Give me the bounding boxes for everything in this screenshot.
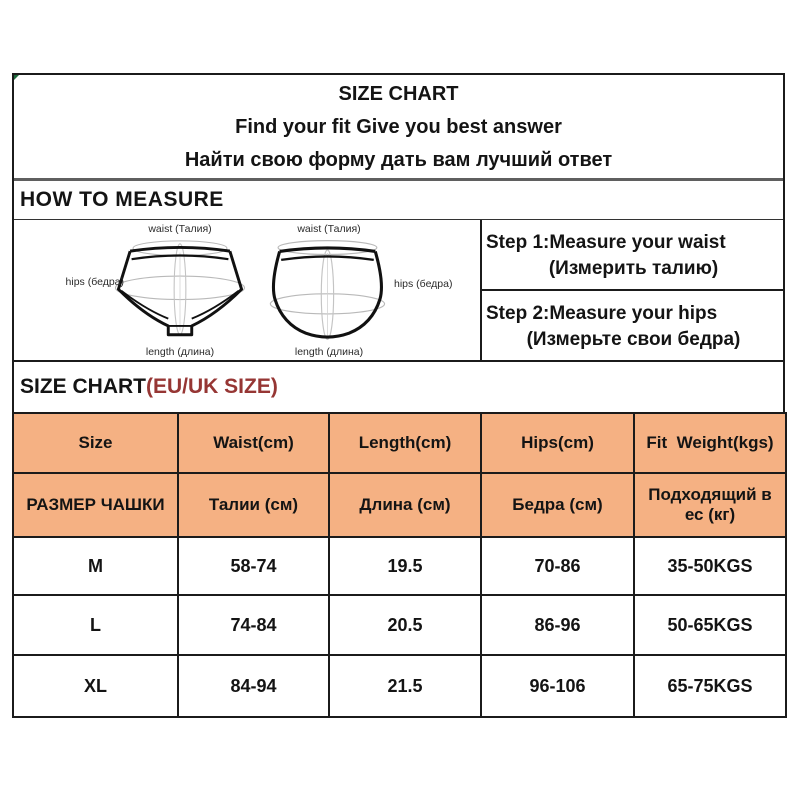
step-1-title: Step 1:Measure your waist bbox=[486, 231, 726, 253]
back-hips-label: hips (бедра) bbox=[394, 278, 453, 290]
title-block bbox=[14, 75, 783, 181]
weight-cell: 65-75KGS bbox=[634, 655, 786, 717]
size-cell: M bbox=[13, 537, 178, 595]
size-table-wrap bbox=[12, 412, 785, 718]
hips-cell: 86-96 bbox=[481, 595, 634, 655]
step-2 bbox=[482, 291, 783, 360]
table-header-row-ru bbox=[13, 473, 786, 537]
length-cell: 19.5 bbox=[329, 537, 481, 595]
column-header: Size bbox=[13, 413, 178, 473]
page-title: SIZE CHART bbox=[338, 83, 459, 105]
outer-frame bbox=[12, 73, 785, 412]
step-2-title: Step 2:Measure your hips bbox=[486, 302, 718, 324]
back-waist-label: waist (Талия) bbox=[297, 223, 361, 235]
length-cell: 20.5 bbox=[329, 595, 481, 655]
measure-steps bbox=[480, 220, 783, 360]
column-header: РАЗМЕР ЧАШКИ bbox=[13, 473, 178, 537]
size-chart-title-red: (EU/UK SIZE) bbox=[146, 375, 278, 398]
how-to-measure-heading: HOW TO MEASURE bbox=[20, 188, 224, 211]
size-table bbox=[12, 412, 787, 718]
weight-cell: 50-65KGS bbox=[634, 595, 786, 655]
size-cell: XL bbox=[13, 655, 178, 717]
table-row bbox=[13, 595, 786, 655]
back-length-label: length (длина) bbox=[294, 346, 364, 358]
panty-front-diagram bbox=[114, 236, 246, 344]
column-header: Length(cm) bbox=[329, 413, 481, 473]
column-header: Подходящий в ес (кг) bbox=[634, 473, 786, 537]
waist-cell: 58-74 bbox=[178, 537, 329, 595]
step-2-subtitle: (Измерьте свои бедра) bbox=[526, 328, 741, 350]
waist-cell: 84-94 bbox=[178, 655, 329, 717]
step-1-subtitle: (Измерить талию) bbox=[548, 257, 719, 279]
measure-diagrams bbox=[14, 220, 480, 360]
table-header-row-en bbox=[13, 413, 786, 473]
size-chart-title bbox=[14, 362, 783, 412]
how-to-measure-banner bbox=[14, 181, 783, 220]
column-header: Бедра (см) bbox=[481, 473, 634, 537]
panty-back-diagram bbox=[266, 236, 392, 344]
front-hips-label: hips (бедра) bbox=[65, 276, 124, 288]
step-1 bbox=[482, 220, 783, 291]
column-header: Fit Weight(kgs) bbox=[634, 413, 786, 473]
subtitle-english: Find your fit Give you best answer bbox=[235, 116, 562, 138]
weight-cell: 35-50KGS bbox=[634, 537, 786, 595]
column-header: Waist(cm) bbox=[178, 413, 329, 473]
size-chart-title-black: SIZE CHART bbox=[20, 375, 146, 398]
front-waist-label: waist (Талия) bbox=[148, 223, 212, 235]
hips-cell: 70-86 bbox=[481, 537, 634, 595]
table-row bbox=[13, 655, 786, 717]
column-header: Длина (см) bbox=[329, 473, 481, 537]
length-cell: 21.5 bbox=[329, 655, 481, 717]
measure-section bbox=[14, 220, 783, 362]
size-cell: L bbox=[13, 595, 178, 655]
front-length-label: length (длина) bbox=[145, 346, 215, 358]
waist-cell: 74-84 bbox=[178, 595, 329, 655]
column-header: Талии (см) bbox=[178, 473, 329, 537]
table-row bbox=[13, 537, 786, 595]
subtitle-russian: Найти свою форму дать вам лучший ответ bbox=[184, 149, 613, 171]
column-header: Hips(cm) bbox=[481, 413, 634, 473]
hips-cell: 96-106 bbox=[481, 655, 634, 717]
